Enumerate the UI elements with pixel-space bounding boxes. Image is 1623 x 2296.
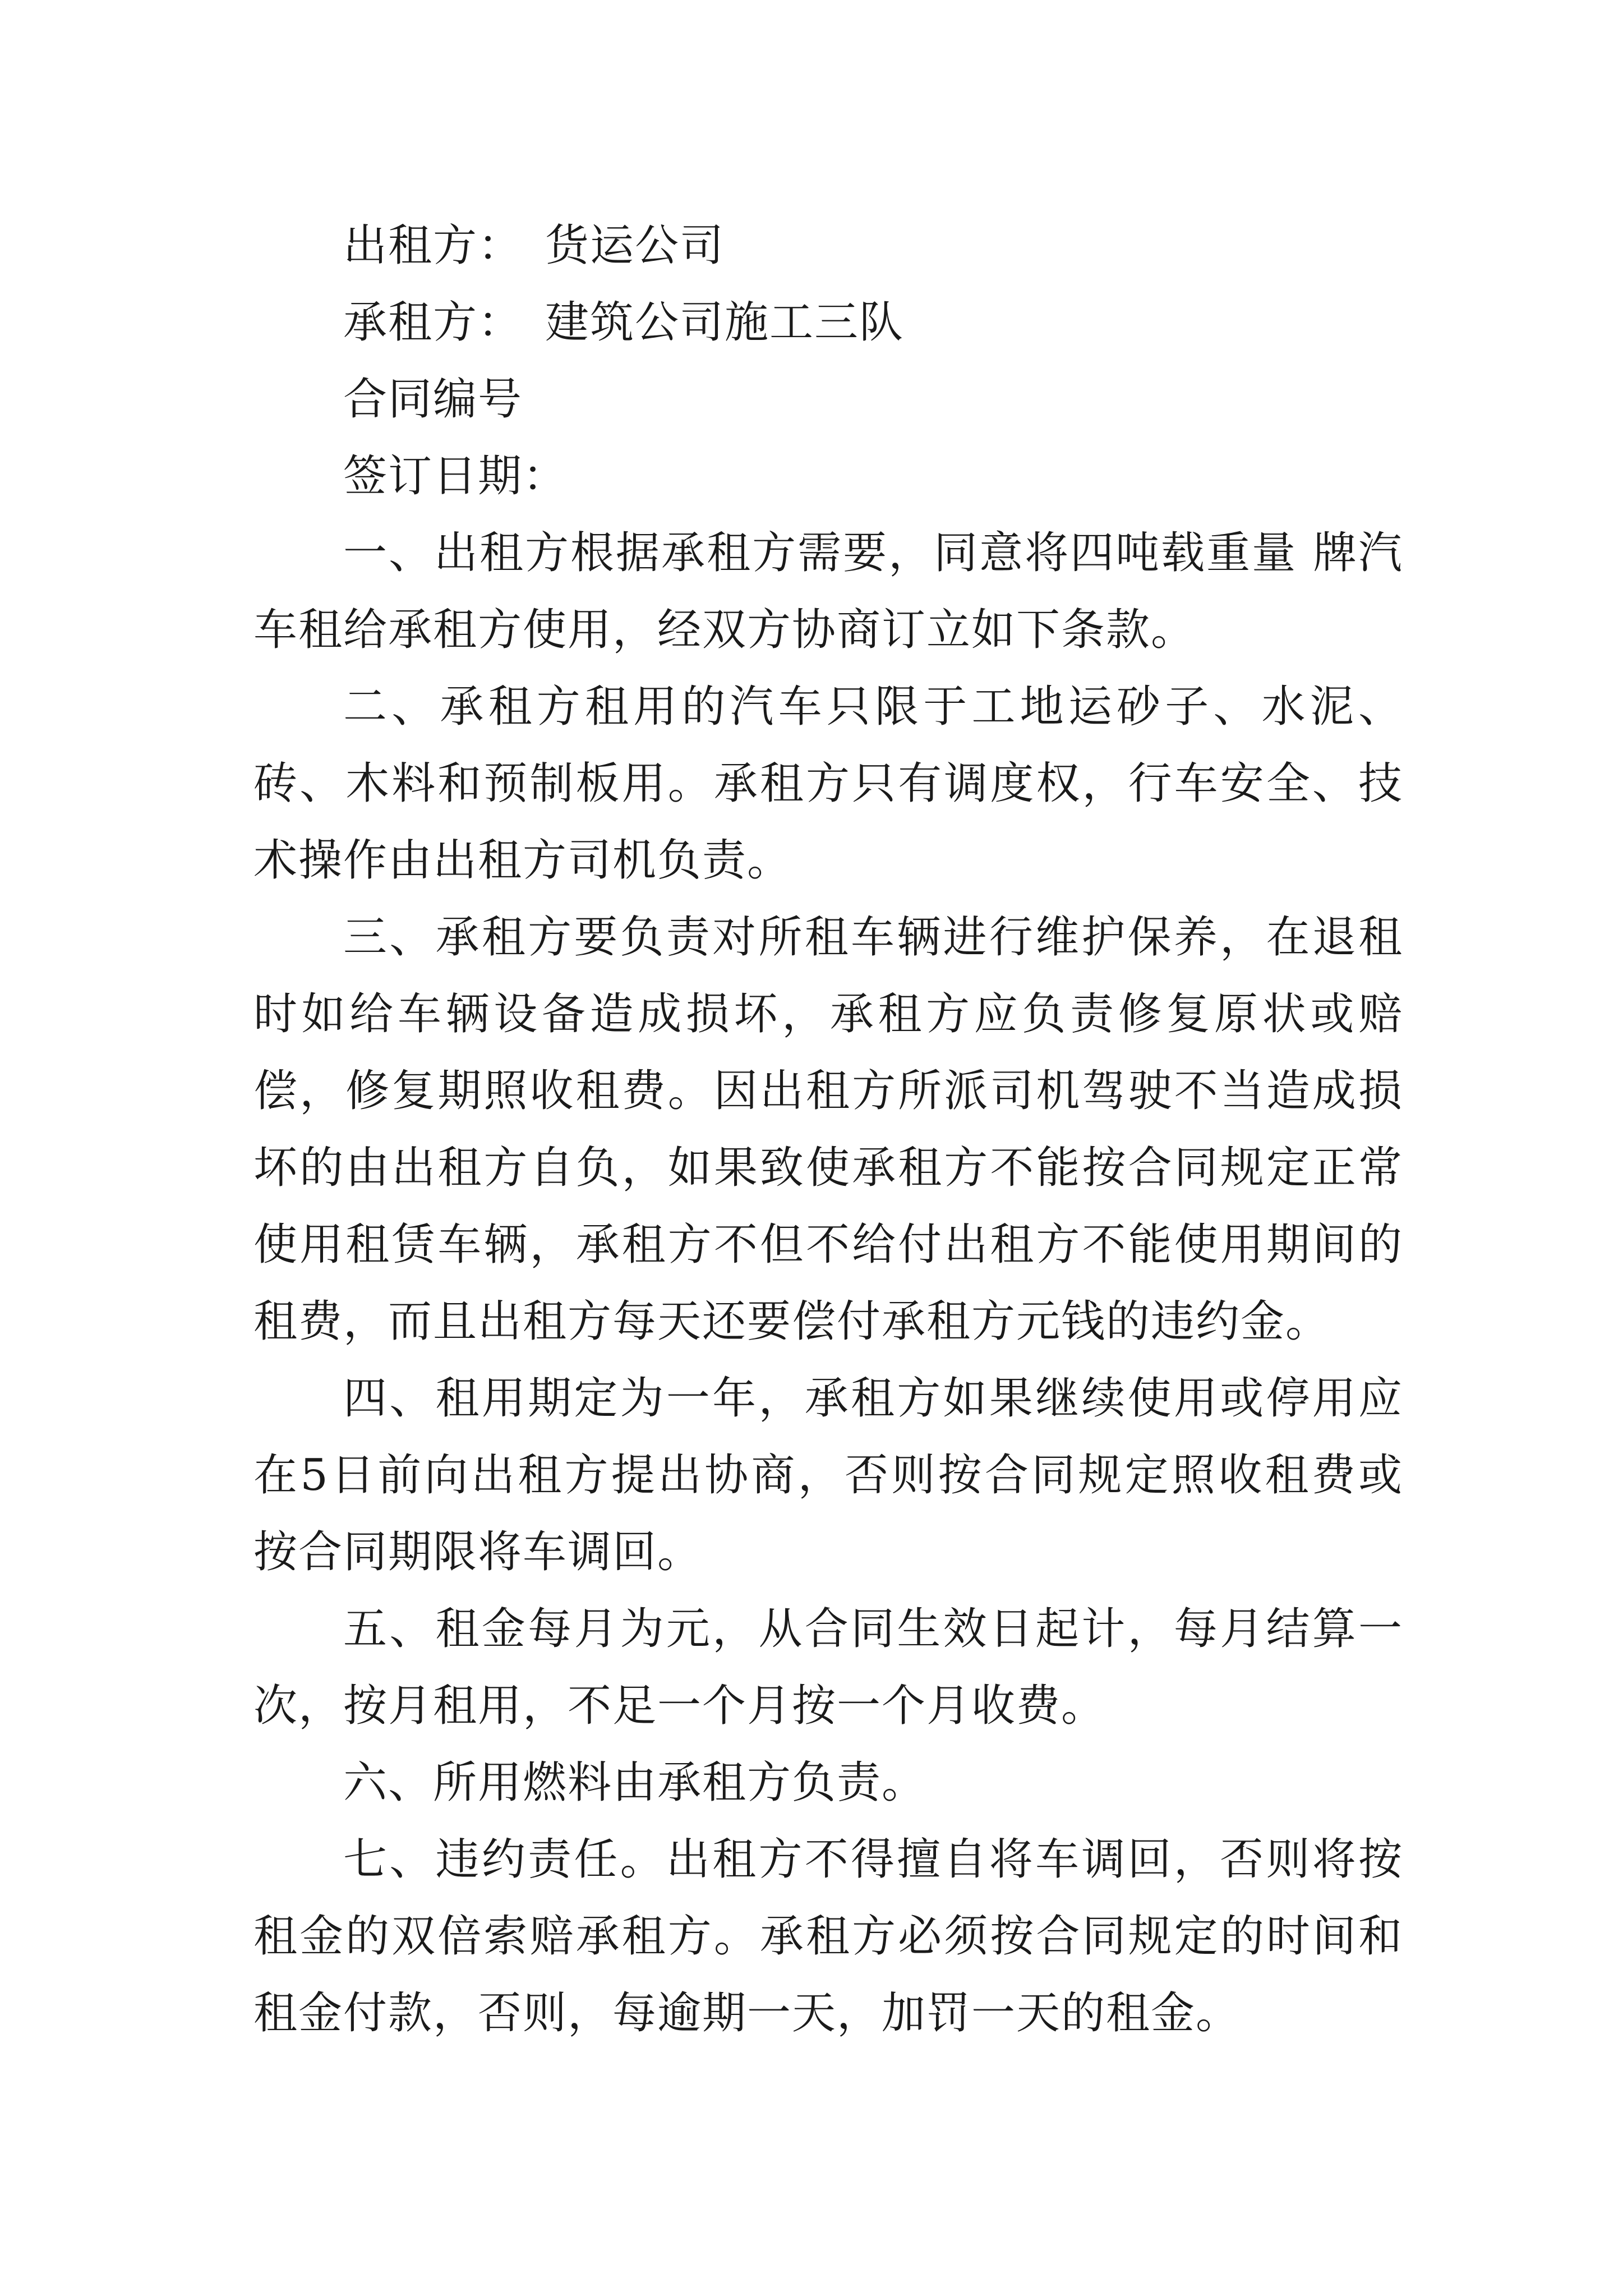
lessor-line: [253, 208, 1403, 284]
sign-date-line: [253, 438, 1403, 515]
clause-2: 二、承租方租用的汽车只限于工地运砂子、水泥、砖、木料和预制板用。承租方只有调度权，行车安全、技术操作由出租方司机负责。: [253, 682, 1403, 886]
clause-1: 一、出租方根据承租方需要，同意将四吨载重量 牌汽车租给承租方使用，经双方协商订立如下条款。: [253, 528, 1403, 655]
lessee-value: 建筑公司施工三队: [545, 297, 905, 348]
clause-4: 四、租用期定为一年，承租方如果继续使用或停用应在5日前向出租方提出协商，否则按合同规定照收租费或按合同期限将车调回。: [253, 1373, 1403, 1577]
lessor-value: 货运公司: [545, 220, 725, 271]
clause-6: 六、所用燃料由承租方负责。: [343, 1757, 927, 1808]
lessor-label: 出租方：: [343, 220, 523, 271]
lessee-line: [253, 284, 1403, 361]
contract-body: [253, 208, 1403, 2052]
clause-5: 五、租金每月为元，从合同生效日起计，每月结算一次，按月租用，不足一个月按一个月收费。: [253, 1604, 1403, 1731]
clause-3: 三、承租方要负责对所租车辆进行维护保养，在退租时如给车辆设备造成损坏，承租方应负责修复原状或赔偿，修复期照收租费。因出租方所派司机驾驶不当造成损坏的由出租方自负，如果致使承租方不能按合同规定正常使用租赁车辆，承租方不但不给付出租方不能使用期间的租费，而且出租方每天还要偿付承租方元钱的违约金。: [253, 912, 1403, 1347]
clause-7: 七、违约责任。出租方不得擅自将车调回，否则将按租金的双倍索赔承租方。承租方必须按合同规定的时间和租金付款，否则，每逾期一天，加罚一天的租金。: [253, 1834, 1403, 2039]
contract-number-label: 合同编号: [343, 374, 523, 425]
lessee-label: 承租方：: [343, 297, 523, 348]
contract-number-line: [253, 361, 1403, 438]
sign-date-label: 签订日期：: [343, 451, 568, 501]
